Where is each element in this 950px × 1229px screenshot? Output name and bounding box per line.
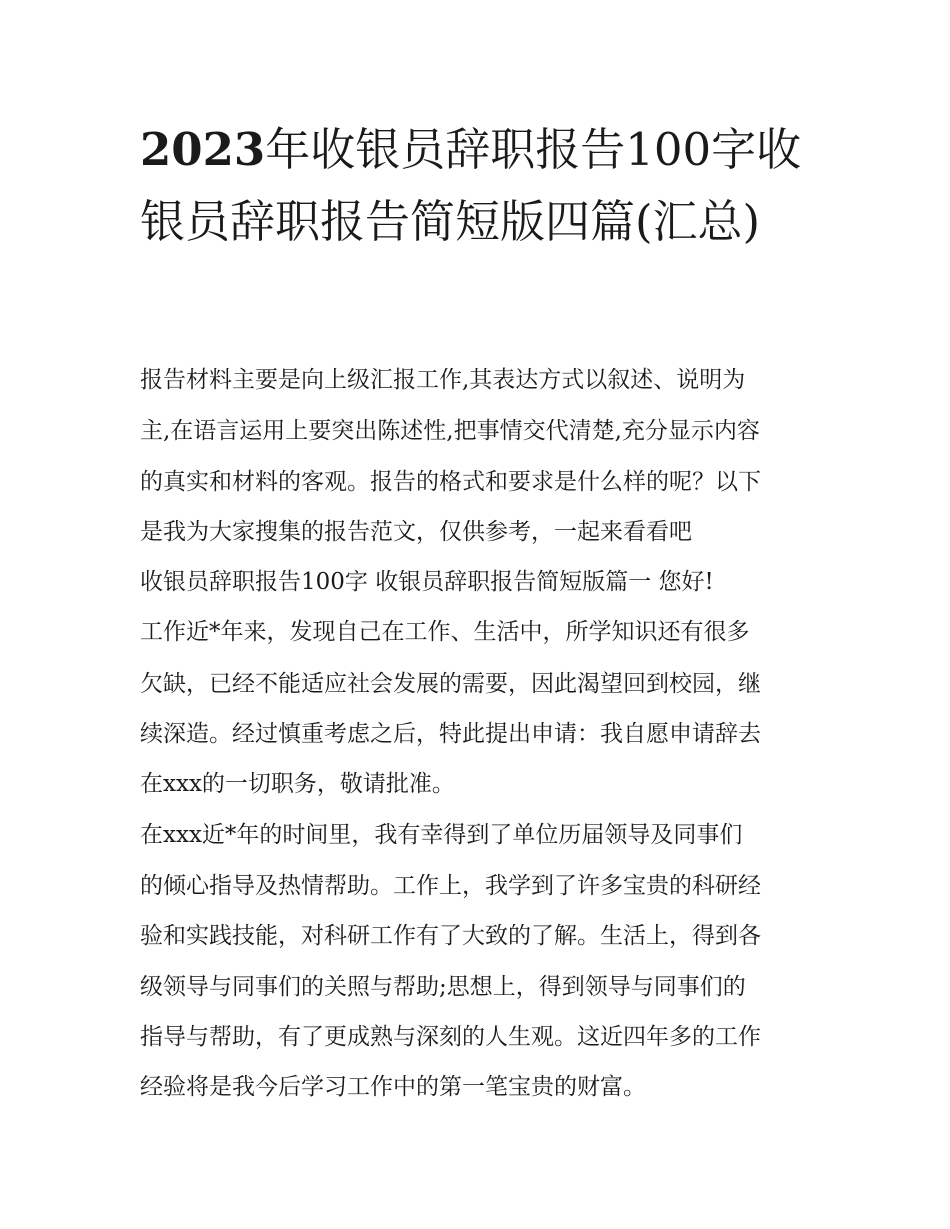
body-line-6: 工作近*年来，发现自己在工作、生活中，所学知识还有很多 [140, 619, 750, 645]
body-line-10: 在xxx近*年的时间里，我有幸得到了单位历届领导及同事们 [140, 822, 743, 848]
body-line-13: 级领导与同事们的关照与帮助;思想上，得到领导与同事们的 [140, 974, 746, 1000]
body-line-12: 验和实践技能，对科研工作有了大致的了解。生活上，得到各 [140, 923, 761, 949]
body-line-3: 的真实和材料的客观。报告的格式和要求是什么样的呢？以下 [140, 469, 761, 495]
body-line-5: 收银员辞职报告100字 收银员辞职报告简短版篇一 您好! [140, 569, 714, 595]
body-line-9: 在xxx的一切职务，敬请批准。 [140, 771, 455, 797]
title-year: 2023 [140, 123, 266, 176]
body-line-15: 经验将是我今后学习工作中的第一笔宝贵的财富。 [140, 1074, 646, 1100]
body-line-2: 主,在语言运用上要突出陈述性,把事情交代清楚,充分显示内容 [140, 418, 760, 444]
document-title [140, 114, 820, 258]
title-text: 年收银员辞职报告100字收银员辞职报告简短版四篇(汇总) [140, 123, 802, 248]
body-line-11: 的倾心指导及热情帮助。工作上，我学到了许多宝贵的科研经 [140, 873, 761, 899]
body-line-7: 欠缺，已经不能适应社会发展的需要，因此渴望回到校园，继 [140, 671, 761, 697]
body-line-8: 续深造。经过慎重考虑之后，特此提出申请：我自愿申请辞去 [140, 721, 761, 747]
body-line-14: 指导与帮助，有了更成熟与深刻的人生观。这近四年多的工作 [140, 1024, 761, 1050]
body-line-4: 是我为大家搜集的报告范文，仅供参考，一起来看看吧 [140, 519, 692, 545]
body-line-1: 报告材料主要是向上级汇报工作,其表达方式以叙述、说明为 [140, 367, 746, 393]
